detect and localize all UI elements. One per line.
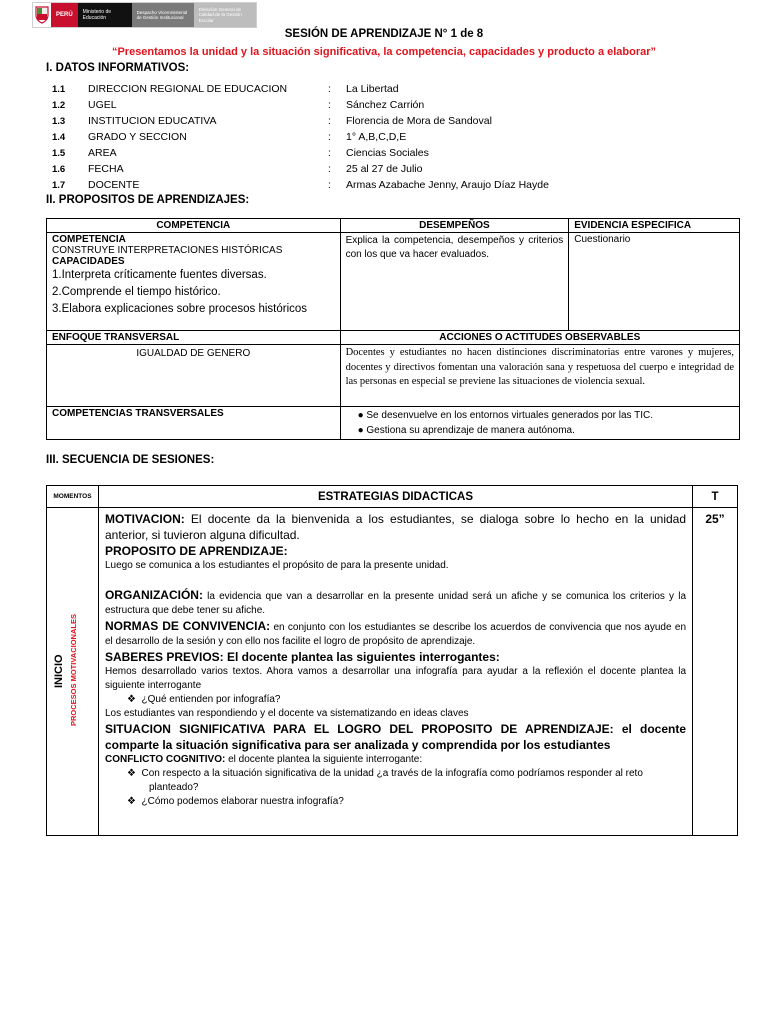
datos-row: [52, 113, 612, 129]
page-subtitle: “Presentamos la unidad y la situación significativa, la competencia, capacidades y producto a elaborar”: [111, 46, 657, 58]
saberes-text: El docente plantea las siguientes interrogantes:: [223, 650, 500, 664]
proposito-label: PROPOSITO DE APRENDIZAJE:: [104, 544, 288, 558]
diamond-bullet-icon: ❖: [126, 694, 136, 705]
normas-label: NORMAS DE CONVIVENCIA:: [104, 619, 271, 633]
capacidades-label: CAPACIDADES: [52, 256, 125, 267]
pregunta-text: ¿Qué entienden por infografía?: [141, 694, 281, 705]
datos-value: Armas Azabache Jenny, Araujo Díaz Hayde: [346, 179, 549, 191]
list-item: [105, 767, 686, 795]
col-header-desempenos: DESEMPEÑOS: [340, 219, 569, 233]
col-header-estrategias: ESTRATEGIAS DIDACTICAS: [98, 486, 692, 508]
motivacion-text: El docente da la bienvenida a los estudiantes, se dialoga sobre lo hecho en la unidad anterior, si tuvieron alguna dificultad.: [104, 512, 687, 542]
table-row: [47, 233, 740, 331]
datos-sep: :: [328, 179, 331, 191]
vice-ministry-label: Despacho Viceministerial de Gestión Institucional: [132, 3, 194, 27]
list-item: ● Gestiona su aprendizaje de manera autónoma.: [357, 425, 575, 436]
datos-num: 1.7: [52, 179, 66, 191]
datos-row: [52, 161, 612, 177]
comp-trans-cell: [340, 407, 739, 440]
datos-informativos: [52, 81, 612, 193]
datos-label: GRADO Y SECCION: [88, 131, 187, 143]
datos-value: 25 al 27 de Julio: [346, 163, 423, 175]
conflicto-text: el docente plantea la siguiente interrogante:: [225, 754, 423, 765]
list-item: [105, 795, 686, 809]
col-header-t: T: [693, 486, 738, 508]
competencia-value: CONSTRUYE INTERPRETACIONES HISTÓRICAS: [52, 245, 283, 256]
capacidad-item: 2.Comprende el tiempo histórico.: [52, 286, 221, 298]
table-row: [47, 331, 740, 345]
datos-row: [52, 81, 612, 97]
propositos-table: [46, 218, 740, 440]
comp-trans-item: Gestiona su aprendizaje de manera autónoma.: [366, 425, 575, 436]
enfoque-label: ENFOQUE TRANSVERSAL: [47, 331, 341, 345]
situacion-label: SITUACION SIGNIFICATIVA PARA EL LOGRO DEL PROPOSITO DE APRENDIZAJE:: [104, 722, 614, 736]
peru-label: PERÚ: [51, 3, 78, 27]
datos-value: Sánchez Carrión: [346, 99, 425, 111]
momento-cell: [47, 508, 99, 836]
datos-num: 1.3: [52, 115, 66, 127]
datos-value: La Libertad: [346, 83, 399, 95]
datos-label: DOCENTE: [88, 179, 140, 191]
datos-sep: :: [328, 163, 331, 175]
datos-sep: :: [328, 115, 331, 127]
pregunta-text: Con respecto a la situación significativa de la unidad ¿a través de la infografía como podríamos responder al reto planteado?: [141, 768, 643, 793]
motivacion-label: MOTIVACION:: [104, 512, 185, 526]
competencia-cell: [47, 233, 341, 331]
datos-row: [52, 97, 612, 113]
igualdad-cell: IGUALDAD DE GENERO: [47, 345, 341, 407]
section-propositos-heading: II. PROPOSITOS DE APRENDIZAJES:: [46, 194, 250, 206]
estrategias-cell: [98, 508, 692, 836]
table-header-row: [47, 486, 738, 508]
capacidad-item: 1.Interpreta críticamente fuentes diversas.: [52, 269, 267, 281]
secuencia-table: [46, 485, 738, 836]
ministry-logo-banner: [32, 2, 257, 28]
col-header-momentos: MOMENTOS: [47, 486, 99, 508]
normas-text: en conjunto con los estudiantes se describe los acuerdos de convivencia que nos ayude en el desarrollo de la sesión y con ello nos facilite el logro de propósito de aprendizaje.: [104, 622, 687, 647]
organizacion-label: ORGANIZACIÓN:: [104, 588, 203, 602]
competencia-label: COMPETENCIA: [52, 234, 126, 245]
datos-sep: :: [328, 99, 331, 111]
hemos-text: Hemos desarrollado varios textos. Ahora vamos a desarrollar una infografía para ayudar a la reflexión el docente plantea la siguiente interrogante: [104, 666, 687, 691]
section-secuencia-heading: III. SECUENCIA DE SESIONES:: [46, 454, 215, 466]
evidencia-cell: Cuestionario: [569, 233, 740, 331]
table-row: [47, 508, 738, 836]
proposito-text: Luego se comunica a los estudiantes el propósito de para la presente unidad.: [104, 560, 449, 571]
table-row: [47, 345, 740, 407]
datos-label: AREA: [88, 147, 117, 159]
momento-sub-label: PROCESOS MOTIVACIONALES: [69, 614, 78, 726]
direction-label: Dirección General de Calidad de la Gestión Escolar: [194, 3, 256, 27]
datos-row: [52, 129, 612, 145]
ministry-label: Ministerio de Educación: [78, 3, 132, 27]
diamond-bullet-icon: ❖: [126, 768, 136, 779]
datos-num: 1.6: [52, 163, 66, 175]
section-datos-heading: I. DATOS INFORMATIVOS:: [46, 62, 190, 74]
col-header-competencia: COMPETENCIA: [47, 219, 341, 233]
datos-label: UGEL: [88, 99, 117, 111]
table-header-row: [47, 219, 740, 233]
datos-value: Florencia de Mora de Sandoval: [346, 115, 492, 127]
tiempo-cell: 25”: [693, 508, 738, 836]
datos-sep: :: [328, 131, 331, 143]
datos-label: DIRECCION REGIONAL DE EDUCACION: [88, 83, 288, 95]
desempenos-cell: Explica la competencia, desempeños y criterios con los que va hacer evaluados.: [340, 233, 569, 331]
datos-row: [52, 177, 612, 193]
saberes-label: SABERES PREVIOS:: [104, 650, 224, 664]
datos-label: FECHA: [88, 163, 124, 175]
datos-num: 1.5: [52, 147, 66, 159]
capacidad-item: 3.Elabora explicaciones sobre procesos históricos: [52, 303, 308, 315]
comp-trans-label: COMPETENCIAS TRANSVERSALES: [47, 407, 341, 440]
conflicto-label: CONFLICTO COGNITIVO:: [104, 754, 226, 765]
comp-trans-item: Se desenvuelve en los entornos virtuales generados por las TIC.: [366, 410, 654, 421]
table-row: [47, 407, 740, 440]
diamond-bullet-icon: ❖: [126, 796, 136, 807]
organizacion-text: la evidencia que van a desarrollar en la presente unidad será un afiche y se comunica los criterios y la estructura que debe tener su afiche.: [104, 591, 687, 616]
pregunta-text: ¿Cómo podemos elaborar nuestra infografía?: [141, 796, 344, 807]
acciones-label: ACCIONES O ACTITUDES OBSERVABLES: [340, 331, 739, 345]
datos-sep: :: [328, 83, 331, 95]
datos-sep: :: [328, 147, 331, 159]
datos-num: 1.2: [52, 99, 66, 111]
datos-num: 1.1: [52, 83, 66, 95]
acciones-cell: Docentes y estudiantes no hacen distinciones discriminatorias entre varones y mujeres, docentes y directivos fomentan una valoración sana y respetuosa del cuerpo e integridad de las personas en especial se previene las situaciones de violencia sexual.: [340, 345, 739, 407]
list-item: [105, 693, 686, 707]
momento-label: INICIO: [53, 654, 65, 688]
page-title: SESIÓN DE APRENDIZAJE N° 1 de 8: [284, 28, 484, 40]
datos-row: [52, 145, 612, 161]
peru-shield-icon: [33, 3, 51, 27]
datos-value: Ciencias Sociales: [346, 147, 429, 159]
datos-value: 1° A,B,C,D,E: [346, 131, 407, 143]
list-item: ● Se desenvuelve en los entornos virtuales generados por las TIC.: [357, 410, 654, 421]
datos-label: INSTITUCION EDUCATIVA: [88, 115, 217, 127]
col-header-evidencia: EVIDENCIA ESPECIFICA: [569, 219, 740, 233]
datos-num: 1.4: [52, 131, 66, 143]
situacion-text: el docente comparte la situación significativa para ser analizada y comprendida por los estudiantes: [104, 722, 687, 752]
respondiendo-text: Los estudiantes van respondiendo y el docente va sistematizando en ideas claves: [104, 708, 469, 719]
